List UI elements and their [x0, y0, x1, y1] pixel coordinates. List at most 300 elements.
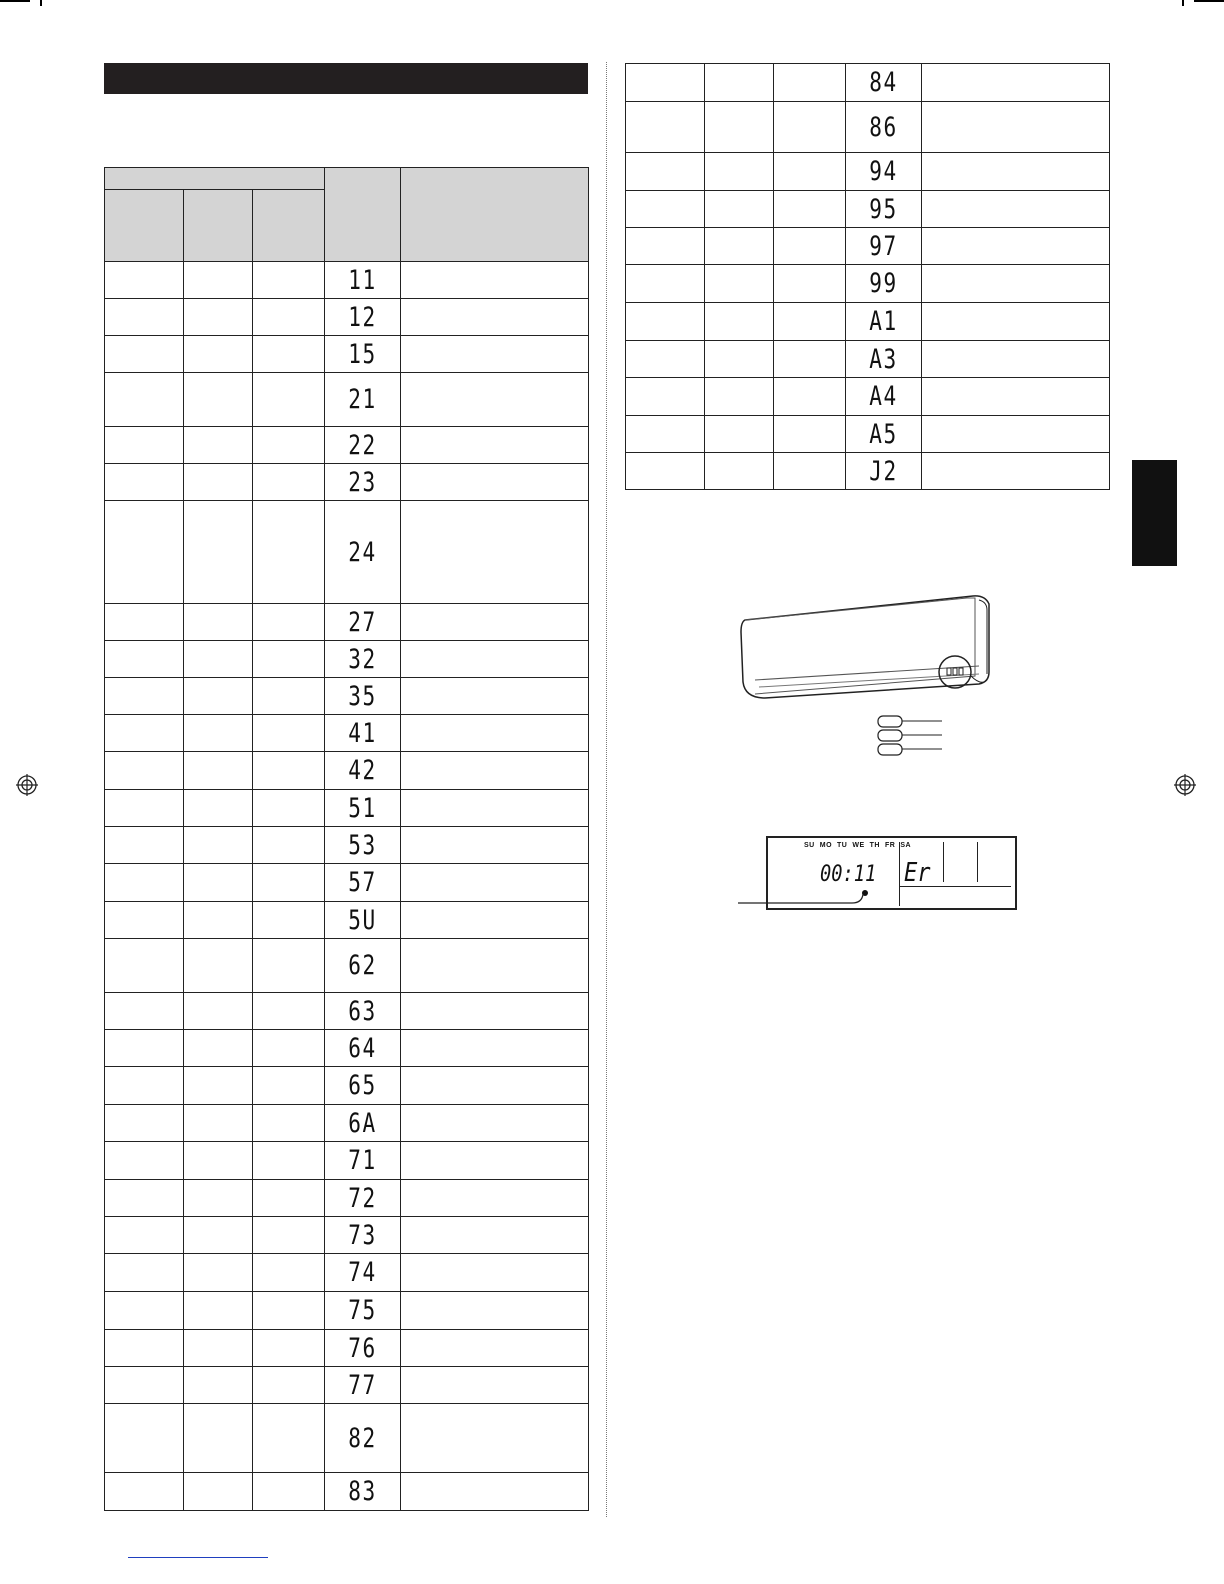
error-code-cell — [325, 678, 401, 715]
error-code: 15 — [348, 338, 377, 370]
lamp-cell-3 — [774, 64, 846, 102]
lamp-cell-1 — [105, 336, 184, 373]
lamp-cell-2 — [184, 336, 253, 373]
table-row — [105, 501, 589, 604]
lamp-cell-3 — [253, 1404, 325, 1473]
error-code-cell — [325, 1105, 401, 1142]
table-row — [105, 464, 589, 501]
header-description — [401, 168, 589, 262]
table-row — [105, 641, 589, 678]
day-label: MO — [819, 842, 833, 849]
error-code: 72 — [348, 1182, 377, 1214]
error-code-cell — [325, 1142, 401, 1180]
lamp-cell-2 — [184, 678, 253, 715]
lamp-cell-1 — [626, 416, 705, 453]
table-row — [105, 1254, 589, 1292]
lamp-cell-1 — [105, 1180, 184, 1217]
error-code: 64 — [348, 1032, 377, 1064]
error-code: 94 — [869, 156, 898, 187]
lamp-cell-2 — [184, 1030, 253, 1067]
lamp-cell-1 — [105, 641, 184, 678]
timer-readout: 00:11 — [820, 862, 877, 887]
description-cell — [401, 464, 589, 501]
description-cell — [922, 303, 1110, 341]
lamp-cell-2 — [184, 864, 253, 902]
table-row — [105, 1292, 589, 1330]
display-separator-vertical — [899, 842, 900, 906]
footer-rule — [128, 1557, 268, 1558]
lamp-cell-2 — [184, 1105, 253, 1142]
description-cell — [922, 378, 1110, 416]
table-row — [626, 378, 1110, 416]
lamp-cell-2 — [184, 939, 253, 993]
lamp-cell-3 — [253, 1473, 325, 1511]
error-code-cell — [846, 64, 922, 102]
lamp-cell-1 — [105, 939, 184, 993]
description-cell — [401, 427, 589, 464]
description-cell — [401, 752, 589, 790]
description-cell — [401, 864, 589, 902]
lamp-cell-1 — [105, 790, 184, 827]
lamp-cell-2 — [184, 464, 253, 501]
error-code: 76 — [348, 1332, 377, 1364]
crop-mark-top-right — [1194, 0, 1224, 2]
timer-leader-line — [730, 870, 870, 910]
error-code-cell — [846, 191, 922, 228]
lamp-cell-1 — [105, 1404, 184, 1473]
description-cell — [401, 678, 589, 715]
lamp-cell-3 — [253, 827, 325, 864]
lamp-cell-1 — [105, 1473, 184, 1511]
lamp-cell-3 — [253, 864, 325, 902]
description-cell — [401, 993, 589, 1030]
lamp-cell-3 — [253, 678, 325, 715]
lamp-cell-3 — [253, 939, 325, 993]
day-label: FR — [884, 842, 896, 849]
section-header-bar — [104, 63, 588, 94]
error-code: 5U — [348, 904, 377, 936]
error-code-cell — [846, 453, 922, 490]
lamp-cell-2 — [705, 453, 774, 490]
description-cell — [401, 1292, 589, 1330]
error-code: 75 — [348, 1295, 377, 1326]
description-cell — [922, 228, 1110, 265]
error-code: 22 — [348, 429, 377, 461]
error-code-cell — [325, 864, 401, 902]
lamp-cell-1 — [105, 1142, 184, 1180]
lamp-cell-3 — [253, 1330, 325, 1367]
lamp-cell-3 — [253, 752, 325, 790]
error-code-cell — [325, 373, 401, 427]
lamp-cell-3 — [253, 336, 325, 373]
lamp-cell-1 — [105, 864, 184, 902]
table-row — [105, 678, 589, 715]
error-code-cell — [846, 265, 922, 303]
lamp-cell-2 — [184, 299, 253, 336]
error-code-cell — [325, 641, 401, 678]
lamp-cell-1 — [626, 153, 705, 191]
table-row — [626, 228, 1110, 265]
day-label: SA — [900, 842, 912, 849]
lamp-cell-1 — [105, 427, 184, 464]
lamp-cell-2 — [705, 64, 774, 102]
lamp-cell-1 — [105, 993, 184, 1030]
table-row — [105, 1142, 589, 1180]
description-cell — [401, 1217, 589, 1254]
lamp-cell-1 — [105, 1292, 184, 1330]
lamp-cell-1 — [105, 1367, 184, 1404]
lamp-cell-2 — [184, 752, 253, 790]
error-code: 73 — [348, 1219, 377, 1251]
lamp-cell-1 — [626, 102, 705, 153]
error-code-cell — [325, 1292, 401, 1330]
lamp-cell-2 — [184, 641, 253, 678]
table-row — [626, 303, 1110, 341]
table-row — [105, 1067, 589, 1105]
table-row — [105, 427, 589, 464]
lamp-cell-3 — [253, 715, 325, 752]
lamp-cell-3 — [253, 1367, 325, 1404]
description-cell — [922, 102, 1110, 153]
table-row — [105, 1330, 589, 1367]
description-cell — [401, 373, 589, 427]
lamp-cell-1 — [626, 341, 705, 378]
lamp-cell-1 — [626, 265, 705, 303]
description-cell — [401, 939, 589, 993]
error-code: 84 — [869, 67, 898, 98]
description-cell — [401, 1254, 589, 1292]
crop-mark-top-right-vertical — [1182, 0, 1184, 6]
error-code-cell — [325, 715, 401, 752]
error-code-cell — [325, 1367, 401, 1404]
error-code: 35 — [348, 680, 377, 712]
error-code-cell — [325, 1404, 401, 1473]
lamp-cell-3 — [774, 378, 846, 416]
lamp-cell-3 — [774, 303, 846, 341]
error-code: 95 — [869, 193, 898, 225]
lamp-cell-1 — [105, 902, 184, 939]
error-code-cell — [325, 336, 401, 373]
day-label: WE — [852, 842, 865, 849]
crop-mark-top-left-vertical — [40, 0, 42, 6]
lamp-cell-2 — [184, 1330, 253, 1367]
lamp-cell-1 — [105, 1105, 184, 1142]
error-code: 82 — [348, 1422, 377, 1454]
lamp-cell-1 — [105, 604, 184, 641]
table-row — [105, 299, 589, 336]
lamp-cell-1 — [105, 464, 184, 501]
table-row — [105, 790, 589, 827]
table-row — [105, 864, 589, 902]
error-code-cell — [325, 1217, 401, 1254]
lamp-cell-3 — [253, 1067, 325, 1105]
table-row — [105, 1180, 589, 1217]
lamp-cell-1 — [626, 453, 705, 490]
description-cell — [401, 1473, 589, 1511]
error-code: 63 — [348, 995, 377, 1027]
error-code: 12 — [348, 301, 377, 333]
description-cell — [922, 341, 1110, 378]
lamp-cell-2 — [184, 1180, 253, 1217]
lamp-cell-3 — [253, 1142, 325, 1180]
error-code: 21 — [348, 384, 377, 415]
lamp-cell-1 — [105, 827, 184, 864]
error-code: 57 — [348, 867, 377, 898]
table-row — [626, 416, 1110, 453]
lamp-cell-2 — [184, 501, 253, 604]
display-separator-3 — [977, 842, 978, 882]
crop-mark-top-left — [0, 0, 30, 2]
error-code-cell — [846, 416, 922, 453]
lamp-cell-3 — [253, 902, 325, 939]
error-code-cell — [846, 228, 922, 265]
description-cell — [922, 265, 1110, 303]
lamp-cell-3 — [253, 262, 325, 299]
lamp-cell-1 — [105, 1067, 184, 1105]
lamp-cell-2 — [184, 1404, 253, 1473]
lamp-cell-2 — [184, 902, 253, 939]
error-code: 32 — [348, 643, 377, 675]
table-row — [105, 1367, 589, 1404]
lamp-cell-1 — [105, 1217, 184, 1254]
indoor-unit-illustration — [735, 590, 1005, 765]
lamp-cell-1 — [105, 1330, 184, 1367]
lamp-cell-1 — [105, 752, 184, 790]
lamp-cell-1 — [626, 191, 705, 228]
lamp-cell-3 — [253, 299, 325, 336]
error-code: A4 — [869, 381, 898, 412]
description-cell — [401, 827, 589, 864]
lamp-cell-2 — [705, 378, 774, 416]
error-code-cell — [325, 299, 401, 336]
lamp-cell-3 — [253, 1105, 325, 1142]
lamp-cell-2 — [184, 790, 253, 827]
error-code: 11 — [348, 264, 377, 296]
lamp-cell-2 — [705, 153, 774, 191]
registration-mark-left — [16, 774, 38, 796]
table-row — [626, 102, 1110, 153]
error-code: 42 — [348, 755, 377, 786]
lamp-cell-3 — [774, 416, 846, 453]
display-separator-horizontal — [899, 886, 1011, 887]
lamp-cell-3 — [253, 641, 325, 678]
lamp-cell-3 — [774, 341, 846, 378]
table-row — [626, 453, 1110, 490]
lamp-cell-2 — [184, 427, 253, 464]
lamp-cell-2 — [184, 1473, 253, 1511]
description-cell — [401, 501, 589, 604]
header-lamp-1 — [105, 190, 184, 262]
table-row — [105, 604, 589, 641]
lamp-cell-2 — [184, 715, 253, 752]
lamp-cell-3 — [253, 1180, 325, 1217]
description-cell — [401, 604, 589, 641]
description-cell — [922, 64, 1110, 102]
error-code-cell — [846, 341, 922, 378]
error-code-cell — [325, 1067, 401, 1105]
error-indicator: Er — [904, 858, 931, 888]
table-row — [105, 1217, 589, 1254]
error-code-cell — [846, 102, 922, 153]
description-cell — [401, 1105, 589, 1142]
error-code: 65 — [348, 1070, 377, 1101]
error-code-cell — [325, 790, 401, 827]
lamp-cell-2 — [705, 341, 774, 378]
lamp-cell-3 — [253, 1254, 325, 1292]
lamp-cell-1 — [105, 678, 184, 715]
lamp-cell-3 — [253, 501, 325, 604]
error-code: 23 — [348, 466, 377, 498]
error-code: 6A — [348, 1107, 377, 1139]
lamp-cell-2 — [184, 827, 253, 864]
lamp-cell-2 — [184, 373, 253, 427]
registration-mark-right — [1174, 774, 1196, 796]
description-cell — [401, 299, 589, 336]
table-row — [626, 265, 1110, 303]
lamp-cell-1 — [626, 228, 705, 265]
lamp-cell-1 — [105, 501, 184, 604]
table-row — [626, 341, 1110, 378]
table-row — [626, 153, 1110, 191]
lamp-cell-2 — [184, 262, 253, 299]
table-row — [105, 939, 589, 993]
lamp-cell-2 — [705, 416, 774, 453]
table-row — [105, 752, 589, 790]
error-code-cell — [846, 153, 922, 191]
lamp-cell-2 — [184, 1292, 253, 1330]
lamp-cell-3 — [253, 1292, 325, 1330]
table-row — [105, 336, 589, 373]
lamp-cell-2 — [705, 303, 774, 341]
lamp-cell-2 — [184, 1217, 253, 1254]
lamp-cell-2 — [184, 604, 253, 641]
table-row — [105, 1030, 589, 1067]
error-code: 83 — [348, 1476, 377, 1507]
description-cell — [401, 1030, 589, 1067]
description-cell — [922, 153, 1110, 191]
header-lamp-2 — [184, 190, 253, 262]
error-code-cell — [325, 902, 401, 939]
error-code: 99 — [869, 268, 898, 299]
lamp-cell-2 — [184, 993, 253, 1030]
error-code: A5 — [869, 418, 898, 450]
day-label: TU — [837, 842, 848, 849]
error-code-cell — [846, 303, 922, 341]
lamp-cell-2 — [184, 1142, 253, 1180]
lamp-cell-3 — [774, 265, 846, 303]
lamp-cell-1 — [626, 64, 705, 102]
error-code: 53 — [348, 829, 377, 861]
error-code: 86 — [869, 111, 898, 143]
lamp-cell-3 — [774, 453, 846, 490]
table-row — [105, 1473, 589, 1511]
lamp-cell-2 — [184, 1367, 253, 1404]
error-code: 51 — [348, 792, 377, 824]
lamp-cell-2 — [705, 102, 774, 153]
description-cell — [401, 1067, 589, 1105]
description-cell — [401, 715, 589, 752]
description-cell — [401, 262, 589, 299]
table-row — [626, 64, 1110, 102]
lamp-cell-3 — [253, 790, 325, 827]
column-divider — [606, 62, 607, 1517]
day-label: SU — [804, 842, 815, 849]
error-code-cell — [846, 378, 922, 416]
lamp-cell-1 — [626, 378, 705, 416]
lamp-cell-3 — [253, 464, 325, 501]
lamp-cell-3 — [253, 373, 325, 427]
lamp-cell-1 — [105, 262, 184, 299]
error-code-table-left — [104, 167, 589, 1511]
table-row — [105, 993, 589, 1030]
header-lamp-3 — [253, 190, 325, 262]
lamp-cell-1 — [105, 1030, 184, 1067]
description-cell — [401, 1404, 589, 1473]
lamp-cell-3 — [774, 228, 846, 265]
lamp-cell-3 — [774, 102, 846, 153]
description-cell — [401, 790, 589, 827]
lamp-cell-2 — [705, 228, 774, 265]
lamp-cell-2 — [184, 1254, 253, 1292]
header-indicator-group — [105, 168, 325, 190]
table-row — [105, 373, 589, 427]
lamp-cell-1 — [105, 299, 184, 336]
lamp-cell-3 — [774, 153, 846, 191]
error-code-cell — [325, 752, 401, 790]
error-code-cell — [325, 604, 401, 641]
error-code-cell — [325, 993, 401, 1030]
display-separator-2 — [943, 842, 944, 882]
error-code-cell — [325, 1180, 401, 1217]
error-code: A3 — [869, 343, 898, 375]
header-code — [325, 168, 401, 262]
lamp-cell-1 — [105, 373, 184, 427]
lamp-cell-1 — [626, 303, 705, 341]
error-code-cell — [325, 939, 401, 993]
error-code-cell — [325, 1254, 401, 1292]
lamp-cell-1 — [105, 1254, 184, 1292]
day-label: TH — [869, 842, 880, 849]
error-code-table-right — [625, 63, 1110, 490]
lamp-cell-2 — [184, 1067, 253, 1105]
error-code-cell — [325, 1330, 401, 1367]
table-row — [105, 1404, 589, 1473]
table-row — [105, 902, 589, 939]
error-code: 41 — [348, 717, 377, 749]
description-cell — [922, 453, 1110, 490]
error-code: 71 — [348, 1145, 377, 1176]
error-code: J2 — [869, 455, 898, 487]
table-row — [626, 191, 1110, 228]
error-code: 27 — [348, 606, 377, 638]
error-code: 24 — [348, 536, 377, 568]
lamp-cell-3 — [774, 191, 846, 228]
description-cell — [401, 902, 589, 939]
error-code: 77 — [348, 1369, 377, 1401]
error-code: A1 — [869, 306, 898, 337]
error-code-cell — [325, 427, 401, 464]
lamp-cell-1 — [105, 715, 184, 752]
description-cell — [401, 1330, 589, 1367]
error-code-cell — [325, 1030, 401, 1067]
lamp-cell-2 — [705, 265, 774, 303]
lamp-cell-3 — [253, 1030, 325, 1067]
description-cell — [401, 336, 589, 373]
description-cell — [922, 191, 1110, 228]
table-row — [105, 827, 589, 864]
error-code-cell — [325, 262, 401, 299]
error-code: 97 — [869, 230, 898, 262]
